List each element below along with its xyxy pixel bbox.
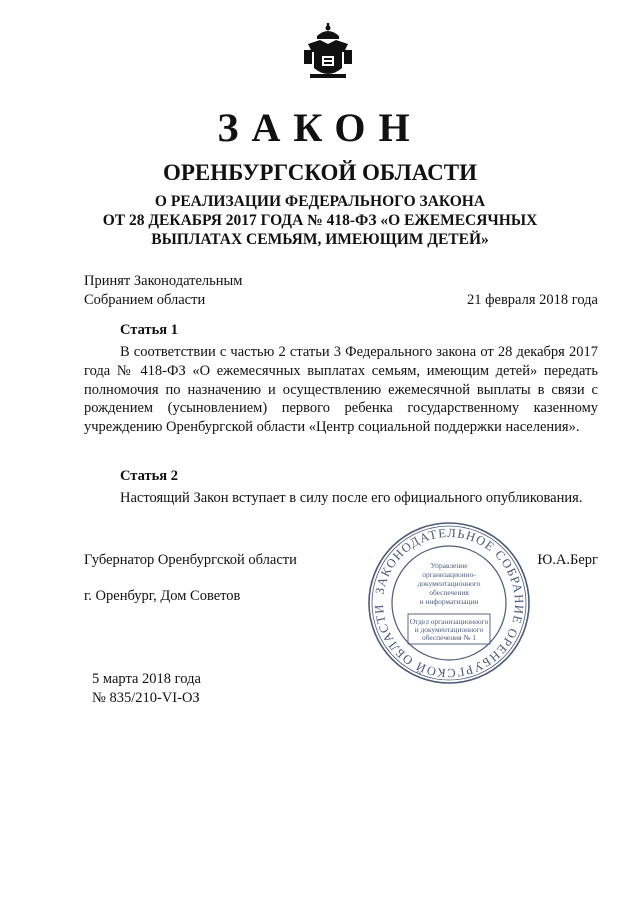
- adopted-line-1: Принят Законодательным: [84, 273, 243, 289]
- subtitle-line-3: ВЫПЛАТАХ СЕМЬЯМ, ИМЕЮЩИМ ДЕТЕЙ»: [151, 231, 489, 248]
- article-1-body: В соответствии с частью 2 статьи 3 Федерального закона от 28 декабря 2017 года № 418-ФЗ «О ежемесячных выплатах семьям, имеющим детей» передать полномочия по назначению и осуществлению ежемесячной выплаты в связи с рождением (усыновлением) первого ребенка государственному казенному учреждению Оренбургской области «Центр социальной поддержки населения».: [84, 344, 598, 436]
- stamp-inner-line: Управление: [430, 561, 468, 570]
- signer-name: Ю.А.Берг: [537, 552, 598, 568]
- official-stamp: [366, 520, 532, 686]
- stamp-box-line: обеспечения № 1: [422, 633, 476, 642]
- adopted-date: 21 февраля 2018 года: [466, 292, 598, 308]
- article-2-body: Настоящий Закон вступает в силу после его официального опубликования.: [120, 490, 583, 506]
- signer-title: Губернатор Оренбургской области: [84, 552, 297, 568]
- stamp-box-line: и документационного: [414, 625, 484, 634]
- law-number: № 835/210-VI-ОЗ: [92, 690, 200, 706]
- stamp-inner-line: организационно-: [422, 570, 476, 579]
- coat-of-arms-icon: [300, 22, 356, 84]
- stamp-inner-line: и информатизации: [419, 597, 479, 606]
- sign-date: 5 марта 2018 года: [92, 671, 201, 687]
- article-2-text: [84, 489, 598, 508]
- stamp-inner-line: документационного: [417, 579, 481, 588]
- article-1-heading: Статья 1: [120, 322, 178, 338]
- adopted-line-2: Собранием области: [84, 292, 206, 308]
- place: г. Оренбург, Дом Советов: [84, 588, 241, 604]
- stamp-ring-text: ЗАКОНОДАТЕЛЬНОЕ СОБРАНИЕ ОРЕНБУРГСКОЙ ОБЛАСТИ: [371, 525, 527, 681]
- document-title: ЗАКОН: [217, 105, 423, 150]
- region-title: ОРЕНБУРГСКОЙ ОБЛАСТИ: [162, 160, 478, 185]
- subtitle-line-2: ОТ 28 ДЕКАБРЯ 2017 ГОДА № 418-ФЗ «О ЕЖЕМЕСЯЧНЫХ: [102, 212, 538, 229]
- subtitle-line-1: О РЕАЛИЗАЦИИ ФЕДЕРАЛЬНОГО ЗАКОНА: [154, 193, 486, 210]
- stamp-inner-line: обеспечения: [429, 588, 469, 597]
- article-1-text: [84, 343, 598, 437]
- stamp-box-line: Отдел организационного: [409, 617, 489, 626]
- article-2-heading: Статья 2: [120, 468, 178, 484]
